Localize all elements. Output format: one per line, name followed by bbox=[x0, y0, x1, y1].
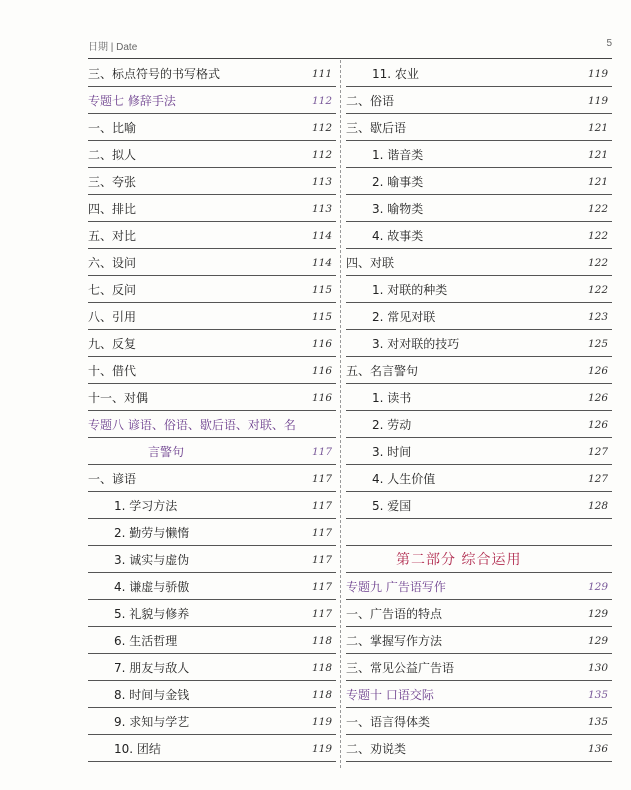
toc-entry-title: 3. 喻物类 bbox=[372, 202, 424, 216]
toc-page-number: 122 bbox=[587, 230, 608, 242]
toc-entry-title: 5. 礼貌与修养 bbox=[114, 607, 190, 621]
toc-entry-row bbox=[88, 465, 336, 492]
toc-page-number: 117 bbox=[311, 608, 332, 620]
toc-entry-title: 一、比喻 bbox=[88, 121, 137, 135]
toc-page-number: 113 bbox=[311, 176, 332, 188]
toc-entry-row bbox=[88, 222, 336, 249]
toc-entry-title: 二、俗语 bbox=[346, 94, 395, 108]
toc-entry-title: 11. 农业 bbox=[372, 67, 419, 81]
toc-page-number: 112 bbox=[311, 149, 332, 161]
toc-topic-row bbox=[88, 411, 336, 438]
toc-left-column bbox=[88, 60, 336, 762]
toc-entry-title: 4. 故事类 bbox=[372, 229, 424, 243]
toc-right-column bbox=[346, 60, 612, 762]
toc-page-number: 117 bbox=[311, 500, 332, 512]
toc-page-number: 112 bbox=[311, 95, 332, 107]
toc-entry-title: 9. 求知与学艺 bbox=[114, 715, 190, 729]
toc-page-number: 117 bbox=[311, 446, 332, 458]
toc-entry-row bbox=[346, 330, 612, 357]
toc-page-number: 119 bbox=[311, 743, 332, 755]
toc-entry-title: 5. 爱国 bbox=[372, 499, 412, 513]
toc-entry-row bbox=[346, 114, 612, 141]
toc-entry-title: 十、借代 bbox=[88, 364, 137, 378]
toc-entry-row bbox=[88, 384, 336, 411]
toc-entry-row bbox=[88, 519, 336, 546]
toc-entry-title: 一、语言得体类 bbox=[346, 715, 431, 729]
toc-entry-row bbox=[88, 600, 336, 627]
toc-entry-title: 五、对比 bbox=[88, 229, 137, 243]
toc-entry-title: 10. 团结 bbox=[114, 742, 161, 756]
toc-entry-title: 七、反问 bbox=[88, 283, 137, 297]
toc-entry-title: 2. 常见对联 bbox=[372, 310, 436, 324]
toc-entry-title: 1. 对联的种类 bbox=[372, 283, 448, 297]
toc-page-number: 127 bbox=[587, 473, 608, 485]
toc-entry-title: 专题九 广告语写作 bbox=[346, 580, 446, 594]
toc-entry-title: 第二部分 综合运用 bbox=[396, 552, 522, 568]
toc-page-number: 129 bbox=[587, 581, 608, 593]
toc-entry-title: 言警句 bbox=[148, 445, 185, 459]
toc-entry-title: 3. 诚实与虚伪 bbox=[114, 553, 190, 567]
toc-entry-title: 专题七 修辞手法 bbox=[88, 94, 176, 108]
toc-page-number: 126 bbox=[587, 365, 608, 377]
toc-page-number: 112 bbox=[311, 122, 332, 134]
toc-page-number: 117 bbox=[311, 581, 332, 593]
toc-entry-row bbox=[346, 492, 612, 519]
date-label: 日期 | Date bbox=[88, 42, 138, 53]
toc-page-number: 117 bbox=[311, 473, 332, 485]
toc-entry-title: 4. 谦虚与骄傲 bbox=[114, 580, 190, 594]
toc-page-number: 128 bbox=[587, 500, 608, 512]
toc-page-number: 119 bbox=[587, 68, 608, 80]
toc-entry-row bbox=[88, 249, 336, 276]
toc-entry-title: 1. 学习方法 bbox=[114, 499, 178, 513]
toc-entry-title: 六、设问 bbox=[88, 256, 137, 270]
toc-page-number: 121 bbox=[587, 122, 608, 134]
toc-entry-row bbox=[346, 438, 612, 465]
toc-entry-title: 二、掌握写作方法 bbox=[346, 634, 443, 648]
toc-entry-title: 二、劝说类 bbox=[346, 742, 407, 756]
page-header bbox=[88, 38, 612, 52]
toc-blank-row bbox=[346, 519, 612, 546]
toc-page-number: 118 bbox=[311, 689, 332, 701]
toc-entry-title: 八、引用 bbox=[88, 310, 137, 324]
toc-entry-title: 三、歇后语 bbox=[346, 121, 407, 135]
toc-entry-row bbox=[88, 654, 336, 681]
toc-page-number: 119 bbox=[311, 716, 332, 728]
toc-page-number: 126 bbox=[587, 419, 608, 431]
toc-entry-row bbox=[88, 492, 336, 519]
toc-entry-row bbox=[346, 195, 612, 222]
toc-entry-row bbox=[88, 573, 336, 600]
toc-entry-row bbox=[346, 87, 612, 114]
toc-page-number: 122 bbox=[587, 203, 608, 215]
toc-entry-row bbox=[346, 735, 612, 762]
toc-entry-title: 三、标点符号的书写格式 bbox=[88, 67, 221, 81]
toc-page-number: 129 bbox=[587, 608, 608, 620]
toc-page-number: 126 bbox=[587, 392, 608, 404]
toc-entry-row bbox=[88, 546, 336, 573]
toc-entry-title: 7. 朋友与敌人 bbox=[114, 661, 190, 675]
toc-entry-row bbox=[88, 60, 336, 87]
toc-page-number: 125 bbox=[587, 338, 608, 350]
toc-page-number: 117 bbox=[311, 527, 332, 539]
toc-entry-row bbox=[346, 60, 612, 87]
toc-entry-row bbox=[88, 627, 336, 654]
toc-page-number: 113 bbox=[311, 203, 332, 215]
toc-entry-title: 一、谚语 bbox=[88, 472, 137, 486]
toc-page-number: 119 bbox=[587, 95, 608, 107]
toc-page-number: 114 bbox=[311, 257, 332, 269]
toc-page-number: 130 bbox=[587, 662, 608, 674]
toc-entry-row bbox=[346, 168, 612, 195]
toc-entry-row bbox=[346, 627, 612, 654]
toc-page-number: 115 bbox=[311, 284, 332, 296]
toc-entry-title: 1. 读书 bbox=[372, 391, 412, 405]
toc-entry-row bbox=[346, 654, 612, 681]
column-divider bbox=[340, 60, 341, 768]
toc-page-number: 117 bbox=[311, 554, 332, 566]
toc-entry-row bbox=[346, 465, 612, 492]
toc-entry-title: 3. 时间 bbox=[372, 445, 412, 459]
toc-topic-row bbox=[346, 573, 612, 600]
toc-page-number: 116 bbox=[311, 365, 332, 377]
toc-page-number: 127 bbox=[587, 446, 608, 458]
toc-entry-title: 四、排比 bbox=[88, 202, 137, 216]
toc-page-number: 118 bbox=[311, 635, 332, 647]
toc-entry-row bbox=[346, 249, 612, 276]
toc-page-number: 121 bbox=[587, 176, 608, 188]
toc-entry-row bbox=[88, 195, 336, 222]
toc-entry-title: 十一、对偶 bbox=[88, 391, 149, 405]
toc-entry-row bbox=[88, 681, 336, 708]
toc-topic-row bbox=[346, 681, 612, 708]
toc-page-number: 135 bbox=[587, 716, 608, 728]
toc-entry-row bbox=[346, 141, 612, 168]
toc-page-number: 116 bbox=[311, 338, 332, 350]
toc-page-number: 129 bbox=[587, 635, 608, 647]
page-number: 5 bbox=[606, 38, 612, 49]
toc-entry-title: 2. 勤劳与懒惰 bbox=[114, 526, 190, 540]
toc-page-number: 118 bbox=[311, 662, 332, 674]
toc-entry-title: 专题十 口语交际 bbox=[346, 688, 434, 702]
toc-entry-row bbox=[346, 708, 612, 735]
toc-page-number: 136 bbox=[587, 743, 608, 755]
toc-topic-row bbox=[88, 87, 336, 114]
toc-entry-title: 1. 谐音类 bbox=[372, 148, 424, 162]
toc-entry-title: 二、拟人 bbox=[88, 148, 137, 162]
toc-entry-title: 一、广告语的特点 bbox=[346, 607, 443, 621]
toc-entry-row bbox=[88, 735, 336, 762]
toc-entry-row bbox=[88, 708, 336, 735]
toc-page-number: 135 bbox=[587, 689, 608, 701]
toc-page-number: 122 bbox=[587, 284, 608, 296]
toc-page-number: 116 bbox=[311, 392, 332, 404]
toc-page-number: 111 bbox=[311, 68, 332, 80]
toc-entry-row bbox=[346, 600, 612, 627]
toc-entry-title: 专题八 谚语、俗语、歇后语、对联、名 bbox=[88, 418, 296, 432]
toc-entry-row bbox=[88, 141, 336, 168]
toc-page-number: 122 bbox=[587, 257, 608, 269]
toc-entry-title: 4. 人生价值 bbox=[372, 472, 436, 486]
toc-entry-title: 6. 生活哲理 bbox=[114, 634, 178, 648]
toc-entry-row bbox=[346, 411, 612, 438]
toc-entry-title: 三、夸张 bbox=[88, 175, 137, 189]
toc-page-number: 114 bbox=[311, 230, 332, 242]
toc-topic-row bbox=[88, 438, 336, 465]
toc-page-number: 123 bbox=[587, 311, 608, 323]
toc-entry-row bbox=[88, 357, 336, 384]
toc-entry-row bbox=[346, 357, 612, 384]
toc-page-number: 115 bbox=[311, 311, 332, 323]
toc-page-number: 121 bbox=[587, 149, 608, 161]
toc-entry-title: 四、对联 bbox=[346, 256, 395, 270]
header-rule bbox=[88, 58, 612, 59]
toc-entry-title: 2. 喻事类 bbox=[372, 175, 424, 189]
toc-entry-row bbox=[88, 303, 336, 330]
toc-entry-title: 三、常见公益广告语 bbox=[346, 661, 455, 675]
toc-entry-row bbox=[88, 168, 336, 195]
toc-entry-row bbox=[88, 114, 336, 141]
toc-entry-row bbox=[346, 222, 612, 249]
toc-entry-title: 3. 对对联的技巧 bbox=[372, 337, 460, 351]
toc-entry-title: 五、名言警句 bbox=[346, 364, 419, 378]
toc-entry-row bbox=[88, 276, 336, 303]
toc-entry-row bbox=[346, 303, 612, 330]
toc-entry-row bbox=[88, 330, 336, 357]
toc-part-heading bbox=[346, 546, 612, 573]
toc-entry-title: 九、反复 bbox=[88, 337, 137, 351]
toc-entry-row bbox=[346, 384, 612, 411]
toc-entry-title: 8. 时间与金钱 bbox=[114, 688, 190, 702]
toc-entry-row bbox=[346, 276, 612, 303]
toc-entry-title: 2. 劳动 bbox=[372, 418, 412, 432]
